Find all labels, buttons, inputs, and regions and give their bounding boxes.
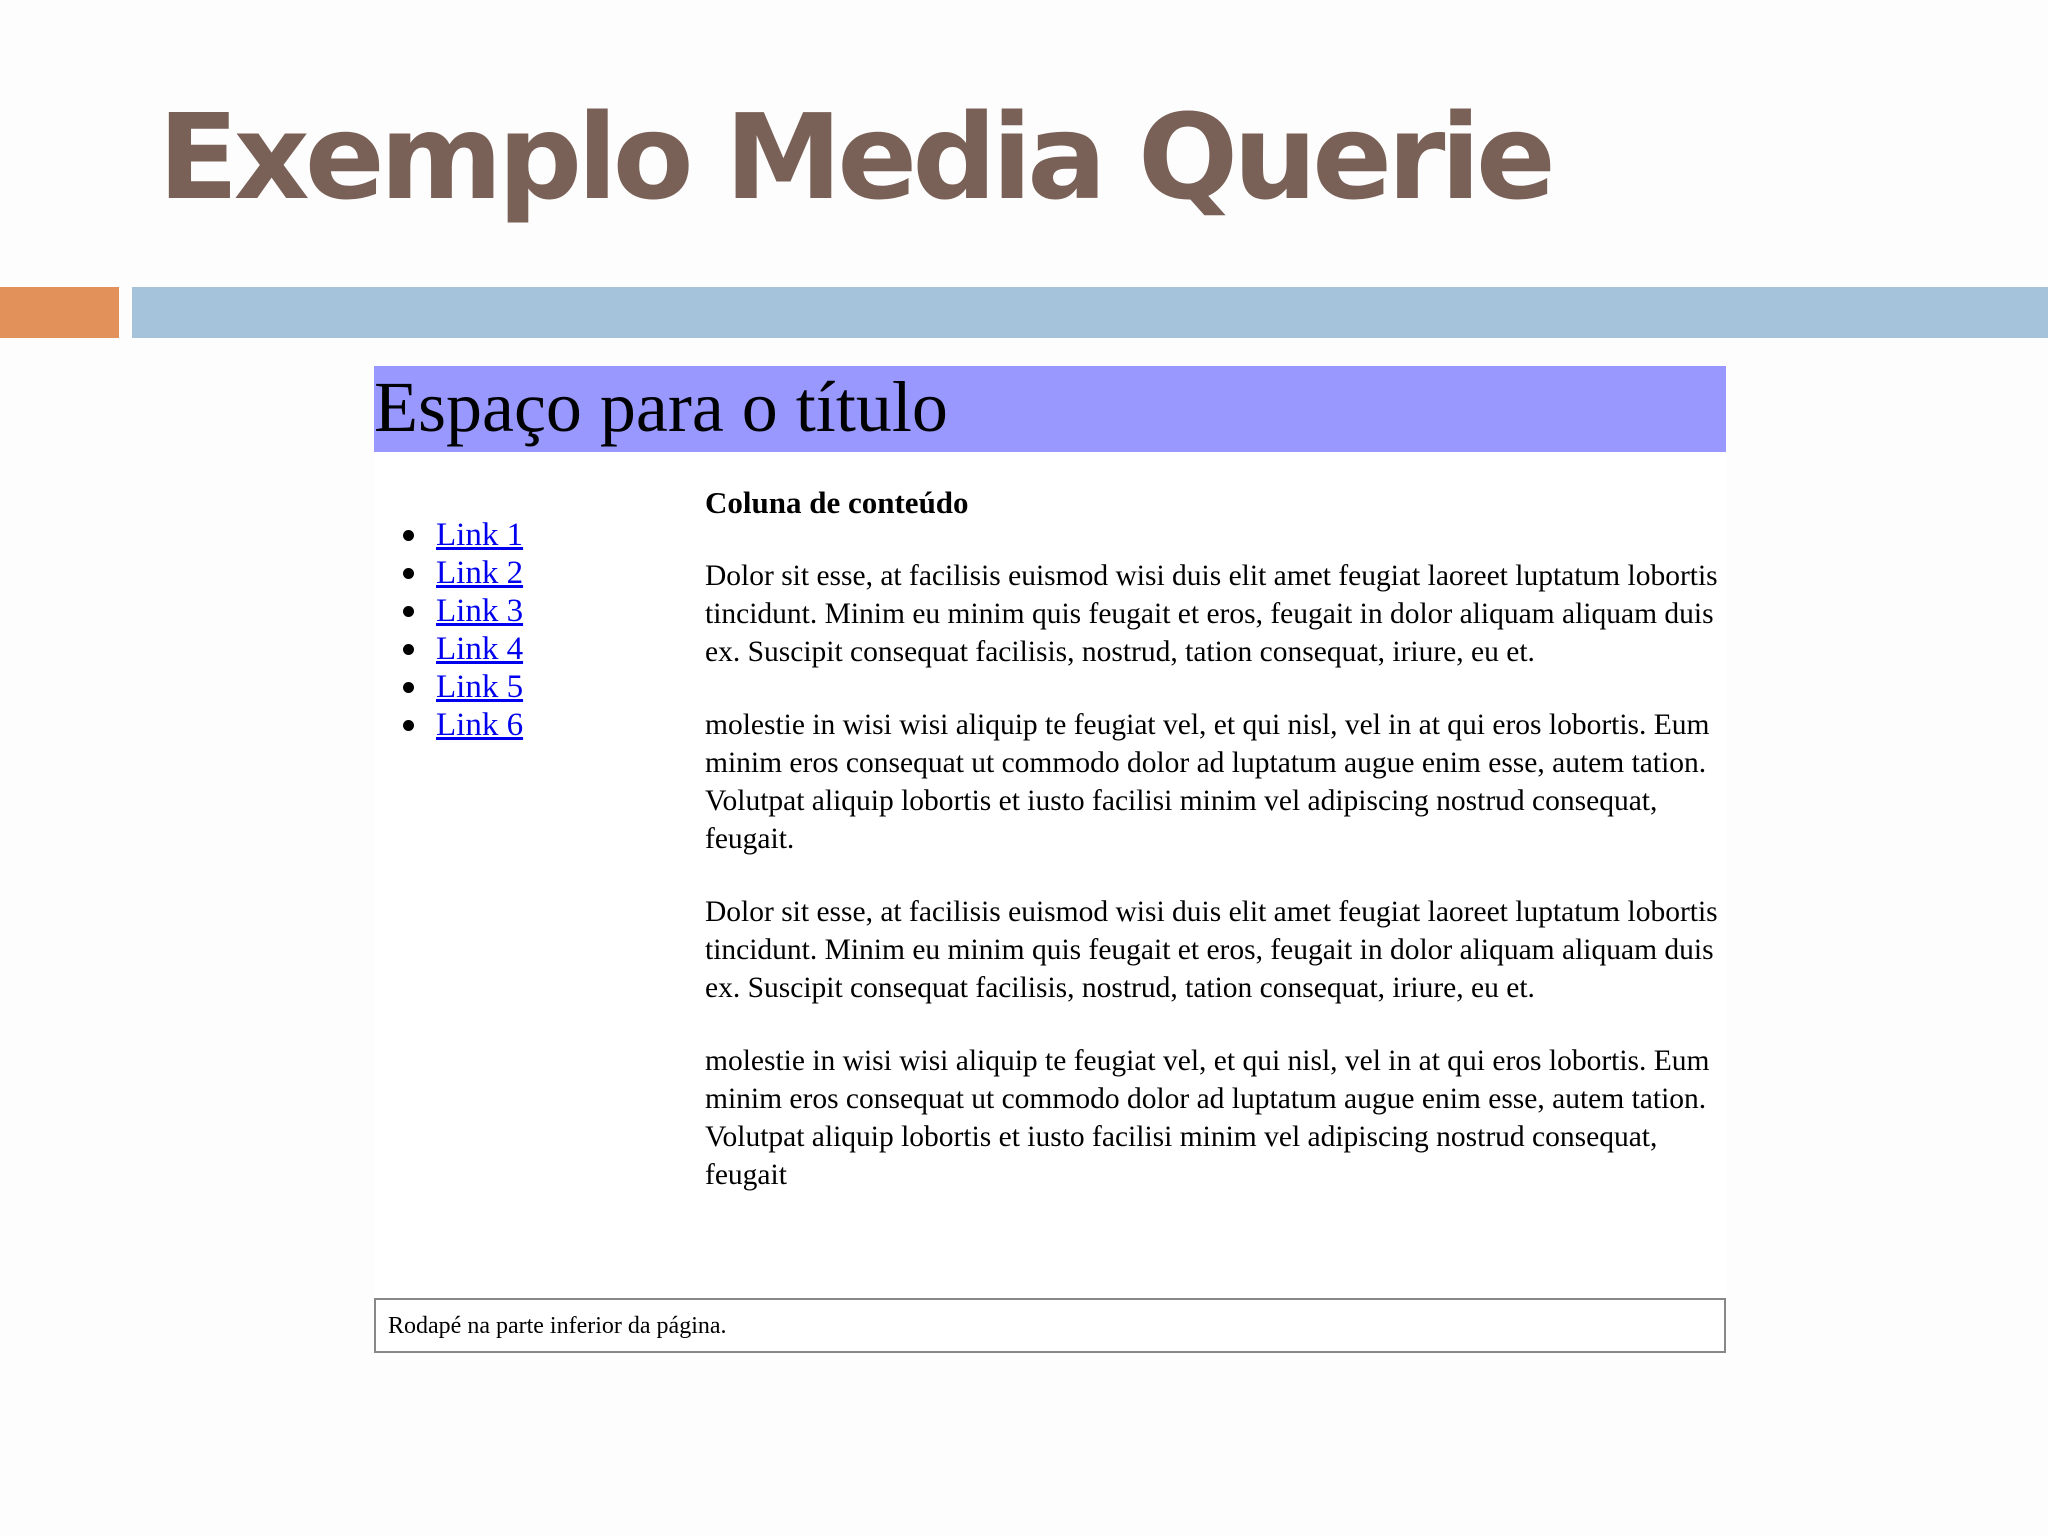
content-paragraph-3: Dolor sit esse, at facilisis euismod wisi duis elit amet feugiat laoreet luptatum lobortis tincidunt. Minim eu minim quis feugait et eros, feugait in dolor aliquam aliquam duis ex. Suscipit consequat facilisis, nostrud, tation consequat, iriure, eu et. [705,896,1718,1004]
nav-link-6[interactable]: Link 6 [436,707,524,743]
bullet-icon [403,606,414,617]
nav-list-item [403,668,523,706]
example-page-header [374,366,1726,452]
bullet-icon [403,568,414,579]
nav-link-1[interactable]: Link 1 [436,517,524,553]
nav-link-2[interactable]: Link 2 [436,555,524,591]
nav-list-item [403,706,523,744]
example-page-footer [374,1298,1726,1353]
accent-bar-blue [132,287,2048,338]
bullet-icon [403,682,414,693]
content-paragraph-1: Dolor sit esse, at facilisis euismod wisi duis elit amet feugiat laoreet luptatum lobortis tincidunt. Minim eu minim quis feugait et eros, feugait in dolor aliquam aliquam duis ex. Suscipit consequat facilisis, nostrud, tation consequat, iriure, eu et. [705,560,1718,668]
bullet-icon [403,644,414,655]
footer-text: Rodapé na parte inferior da página. [388,1313,727,1339]
content-column [705,484,1725,1194]
content-paragraph-4: molestie in wisi wisi aliquip te feugiat vel, et qui nisl, vel in at qui eros lobortis. Eum minim eros consequat ut commodo dolor ad luptatum augue enim esse, autem tation. Volutpat aliquip lobortis et iusto facilisi minim vel adipiscing nostrud consequat, feugait [705,1045,1710,1191]
nav-link-3[interactable]: Link 3 [436,593,524,629]
nav-link-4[interactable]: Link 4 [436,631,524,667]
slide-title: Exemplo Media Querie [158,88,1551,226]
bullet-icon [403,720,414,731]
nav-list-item [403,592,523,630]
example-page-title: Espaço para o título [374,367,948,447]
nav-list-item [403,516,523,554]
example-page-screenshot [374,366,1726,1356]
nav-link-list [403,516,523,744]
content-paragraph-2: molestie in wisi wisi aliquip te feugiat vel, et qui nisl, vel in at qui eros lobortis. Eum minim eros consequat ut commodo dolor ad luptatum augue enim esse, autem tation. Volutpat aliquip lobortis et iusto facilisi minim vel adipiscing nostrud consequat, feugait. [705,709,1710,855]
accent-bar-orange [0,287,119,338]
bullet-icon [403,530,414,541]
content-heading: Coluna de conteúdo [705,485,969,520]
nav-list-item [403,630,523,668]
nav-link-5[interactable]: Link 5 [436,669,524,705]
nav-list-item [403,554,523,592]
